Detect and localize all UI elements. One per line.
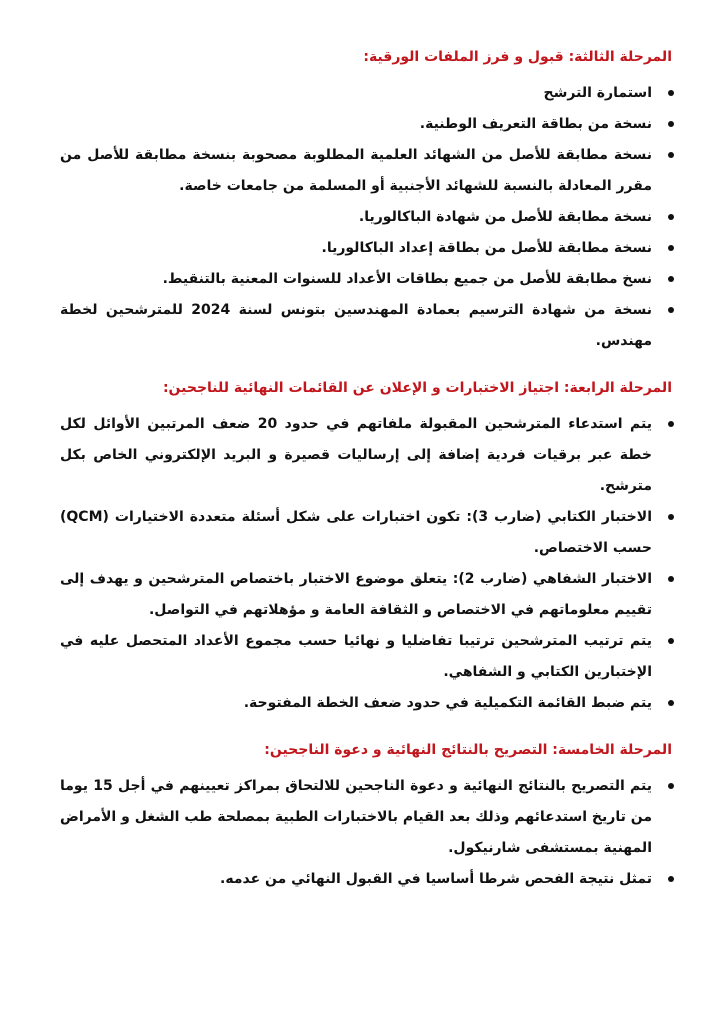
section-phase-5 <box>60 737 674 895</box>
list-item-text: نسخة من بطاقة التعريف الوطنية. <box>419 116 652 132</box>
list-item <box>60 233 674 264</box>
bullet-icon <box>668 214 674 220</box>
section-title: المرحلة الرابعة: اجتياز الاختبارات و الإعلان عن القائمات النهائية للناجحين: <box>162 380 672 396</box>
list-item <box>60 202 674 233</box>
bullet-icon <box>668 783 674 789</box>
bullet-list <box>60 771 674 895</box>
bullet-icon <box>668 421 674 427</box>
list-item-text: الاختبار الكتابي (ضارب 3): تكون اختبارات على شكل أسئلة متعددة الاختيارات (QCM) حسب الاختصاص. <box>60 509 652 556</box>
bullet-icon <box>668 307 674 313</box>
bullet-icon <box>668 121 674 127</box>
bullet-icon <box>668 90 674 96</box>
list-item-text: نسخة مطابقة للأصل من الشهائد العلمية المطلوبة مصحوبة بنسخة مطابقة للأصل من مقرر المعادلة بالنسبة للشهائد الأجنبية أو المسلمة من جامعات خاصة. <box>60 147 652 194</box>
list-item <box>60 109 674 140</box>
bullet-icon <box>668 700 674 706</box>
list-item-text: يتم استدعاء المترشحين المقبولة ملفاتهم في حدود 20 ضعف المرتبين الأوائل لكل خطة عبر برقيات فردية إضافة إلى إرساليات قصيرة و البريد الإلكتروني الخاص بكل مترشح. <box>60 416 652 494</box>
list-item-text: نسخة مطابقة للأصل من بطاقة إعداد الباكالوريا. <box>321 240 652 256</box>
list-item-text: استمارة الترشح <box>543 85 652 101</box>
list-item <box>60 688 674 719</box>
bullet-icon <box>668 638 674 644</box>
list-item-text: نسخة من شهادة الترسيم بعمادة المهندسين بتونس لسنة 2024 للمترشحين لخطة مهندس. <box>60 302 652 349</box>
bullet-icon <box>668 876 674 882</box>
bullet-icon <box>668 576 674 582</box>
section-title: المرحلة الثالثة: قبول و فرز الملفات الورقية: <box>363 49 672 65</box>
list-item-text: يتم ضبط القائمة التكميلية في حدود ضعف الخطة المفتوحة. <box>243 695 652 711</box>
list-item <box>60 626 674 688</box>
list-item-text: نسخ مطابقة للأصل من جميع بطاقات الأعداد للسنوات المعنية بالتنقيط. <box>162 271 652 287</box>
list-item-text: يتم التصريح بالنتائج النهائية و دعوة الناجحين للالتحاق بمراكز تعيينهم في أجل 15 يوما من تاريخ استدعائهم وذلك بعد القيام بالاختبارات الطبية بمصلحة طب الشغل و الأمراض المهنية بمستشفى شارنيكول. <box>60 778 652 856</box>
list-item <box>60 564 674 626</box>
list-item-text: نسخة مطابقة للأصل من شهادة الباكالوريا. <box>358 209 652 225</box>
bullet-icon <box>668 245 674 251</box>
section-phase-4 <box>60 375 674 719</box>
bullet-list <box>60 78 674 357</box>
list-item <box>60 295 674 357</box>
section-title: المرحلة الخامسة: التصريح بالنتائج النهائية و دعوة الناجحين: <box>264 742 672 758</box>
list-item <box>60 140 674 202</box>
bullet-list <box>60 409 674 719</box>
bullet-icon <box>668 276 674 282</box>
list-item <box>60 409 674 502</box>
list-item-text: يتم ترتيب المترشحين ترتيبا تفاضليا و نهائيا حسب مجموع الأعداد المتحصل عليه في الإختبارين الكتابي و الشفاهي. <box>60 633 652 680</box>
list-item <box>60 771 674 864</box>
list-item <box>60 502 674 564</box>
list-item <box>60 78 674 109</box>
bullet-icon <box>668 152 674 158</box>
list-item-text: الاختبار الشفاهي (ضارب 2): يتعلق موضوع الاختبار باختصاص المترشحين و يهدف إلى تقييم معلوماتهم في الاختصاص و الثقافة العامة و مؤهلاتهم في التواصل. <box>60 571 652 618</box>
list-item <box>60 864 674 895</box>
list-item <box>60 264 674 295</box>
bullet-icon <box>668 514 674 520</box>
list-item-text: تمثل نتيجة الفحص شرطا أساسيا في القبول النهائي من عدمه. <box>220 871 652 887</box>
section-phase-3 <box>60 44 674 357</box>
